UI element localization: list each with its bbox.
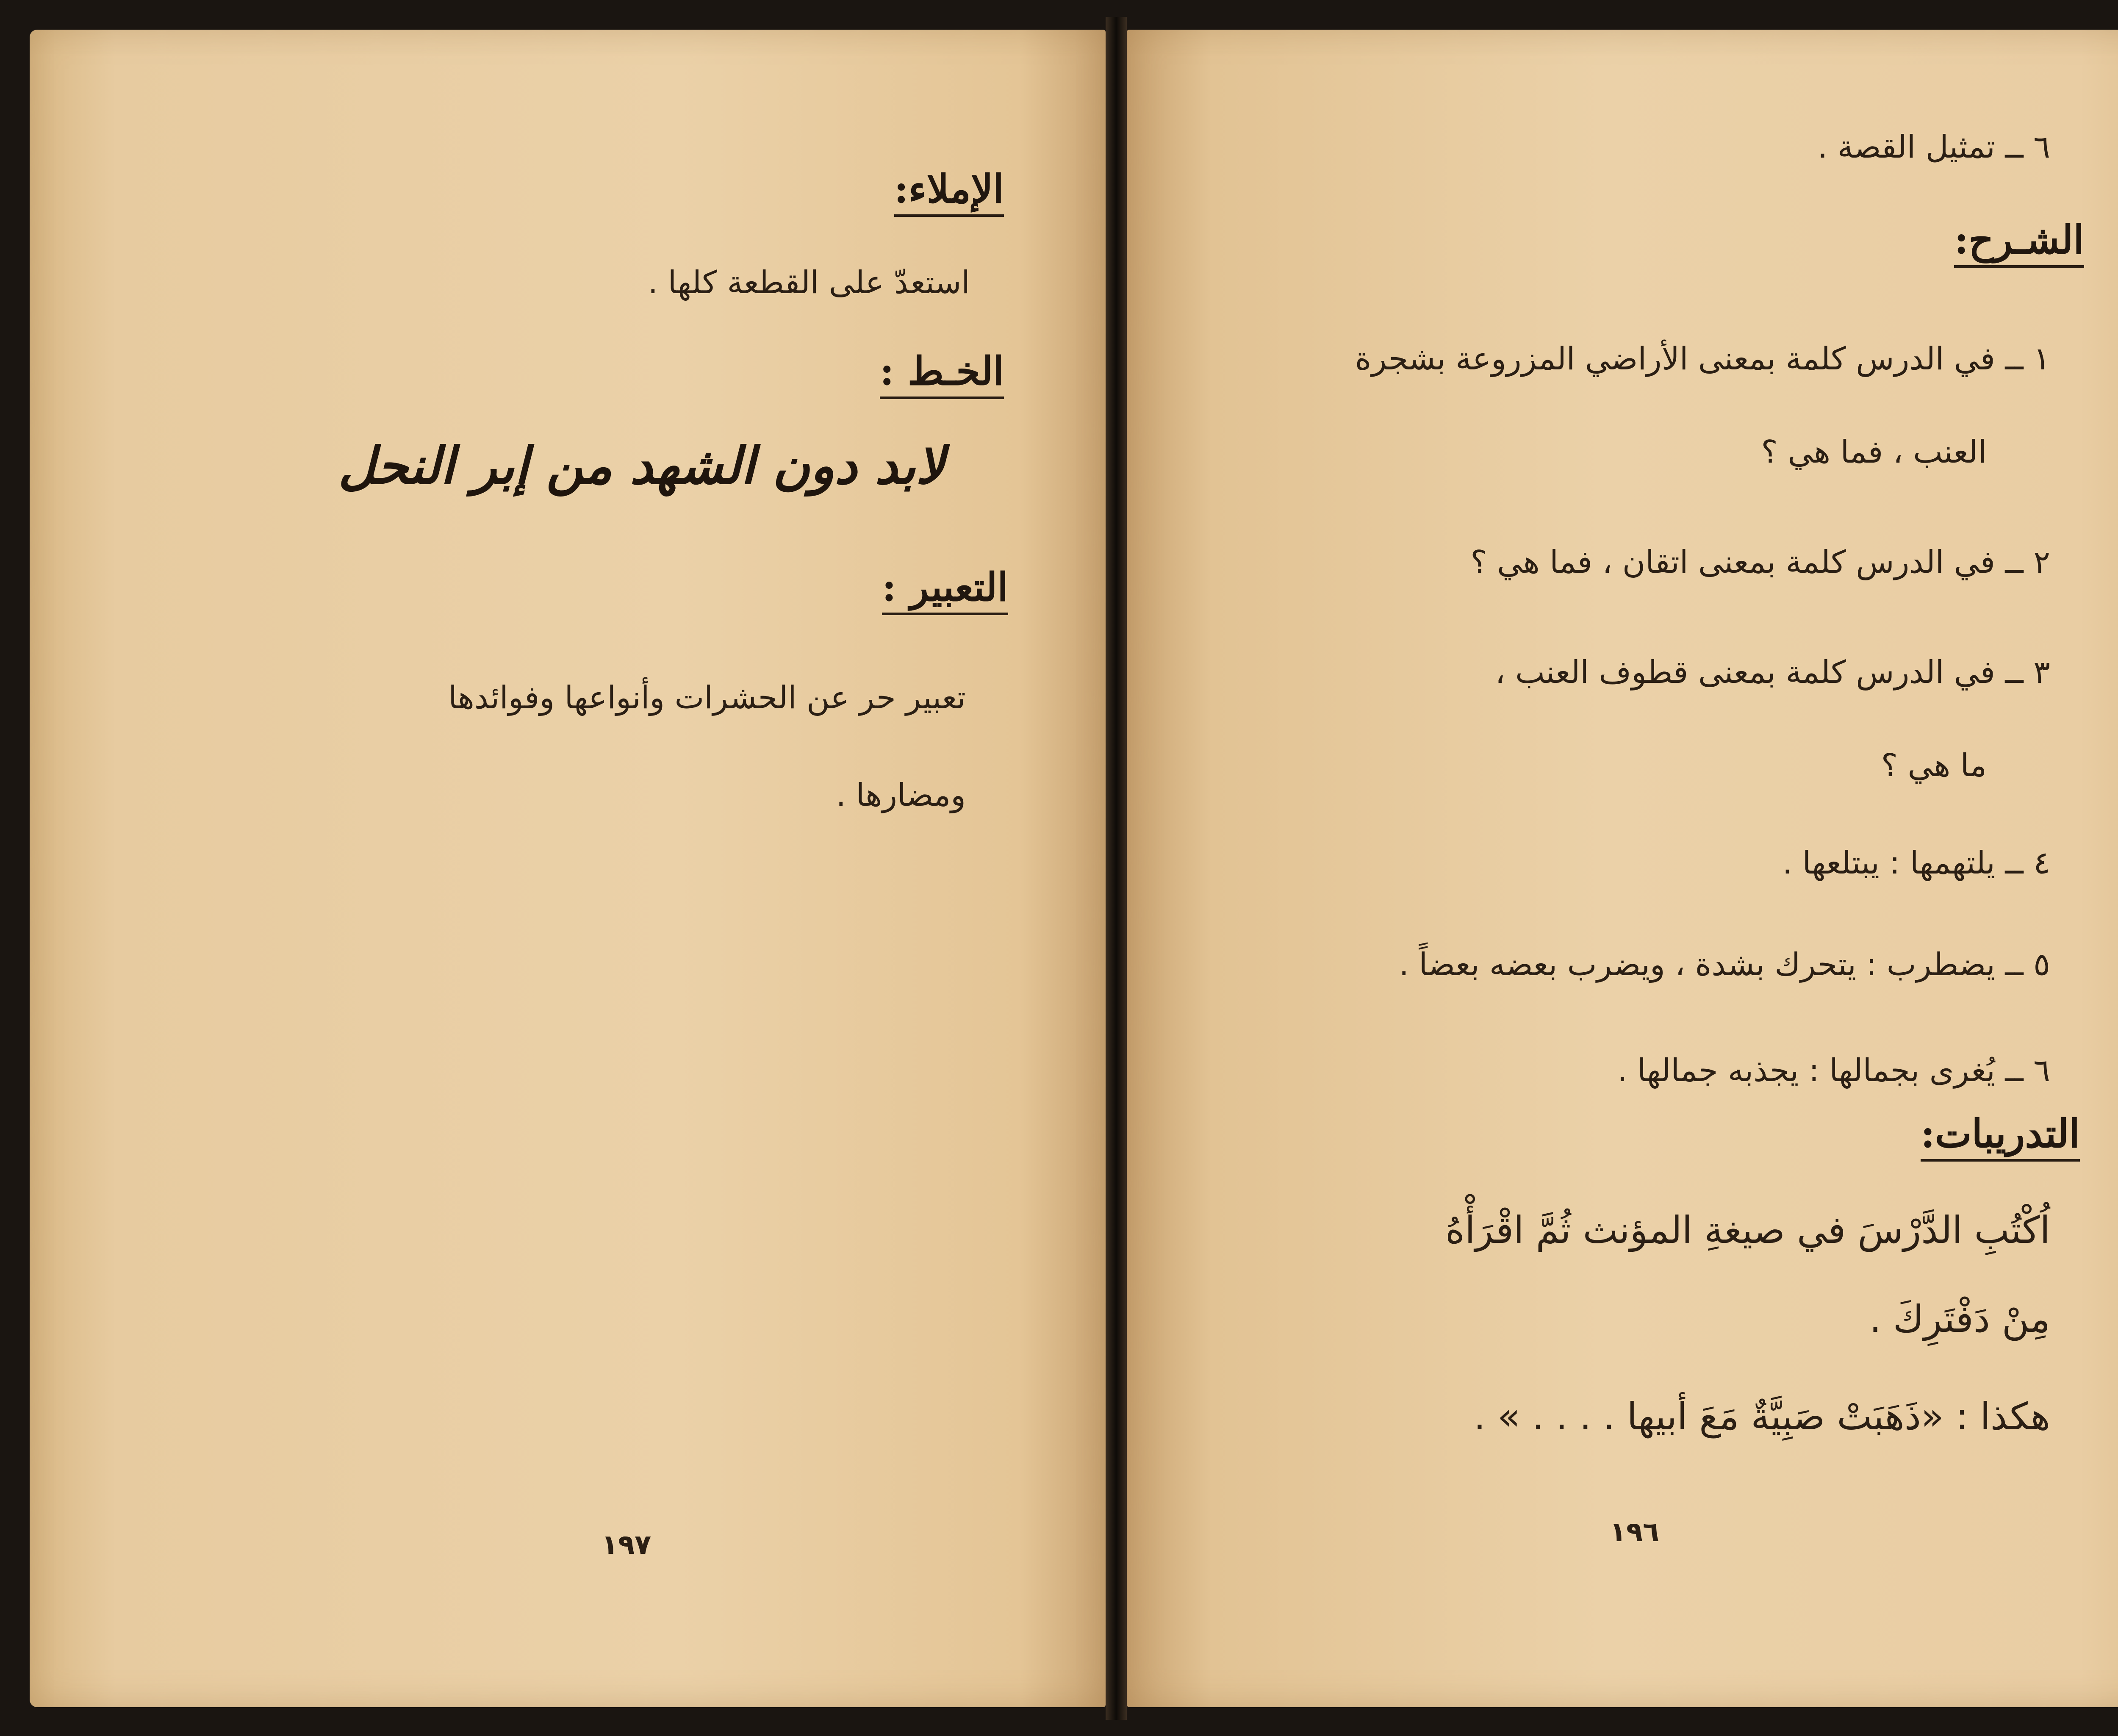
- explanation-item-6: ٦ ــ يُغرى بجمالها : يجذبه جمالها .: [1617, 1052, 2050, 1089]
- exercises-line-2: مِنْ دَفْتَرِكَ .: [1869, 1297, 2050, 1341]
- left-page: [30, 30, 1106, 1707]
- left-page-number: ١٩٧: [602, 1529, 651, 1561]
- exercises-heading: التدريبات:: [1921, 1114, 2080, 1162]
- expression-line-1: تعبير حر عن الحشرات وأنواعها وفوائدها: [448, 679, 966, 716]
- dictation-heading: الإملاء:: [894, 169, 1004, 217]
- explanation-item-2: ٢ ــ في الدرس كلمة بمعنى اتقان ، فما هي ؟: [1470, 544, 2050, 580]
- explanation-heading: الشـرح:: [1954, 220, 2084, 268]
- expression-heading: التعبير :: [882, 568, 1008, 615]
- explanation-item-4: ٤ ــ يلتهمها : يبتلعها .: [1782, 845, 2050, 881]
- right-page-number: ١٩٦: [1610, 1517, 1660, 1548]
- right-page: [1127, 30, 2118, 1707]
- explanation-item-1-line-2: العنب ، فما هي ؟: [1761, 434, 1987, 470]
- calligraphy-sample: لابد دون الشهد من إبر النحل: [338, 436, 945, 496]
- expression-line-2: ومضارها .: [836, 777, 966, 813]
- calligraphy-heading: الخـط :: [880, 352, 1004, 399]
- explanation-item-3-line-2: ما هي ؟: [1881, 747, 1987, 784]
- dictation-text: استعدّ على القطعة كلها .: [648, 264, 970, 301]
- top-item: ٦ ــ تمثيل القصة .: [1817, 129, 2050, 165]
- exercises-line-1: اُكْتُبِ الدَّرْسَ في صيغةِ المؤنث ثُمَّ اقْرَأْهُ: [1445, 1208, 2050, 1252]
- explanation-item-3-line-1: ٣ ــ في الدرس كلمة بمعنى قطوف العنب ،: [1495, 654, 2050, 691]
- book-gutter: [1106, 17, 1127, 1720]
- exercises-example: هكذا : «ذَهَبَتْ صَبِيَّةٌ مَعَ أبيها . . . . » .: [1474, 1395, 2050, 1438]
- explanation-item-1-line-1: ١ ــ في الدرس كلمة بمعنى الأراضي المزروعة بشجرة: [1355, 341, 2050, 377]
- explanation-item-5: ٥ ــ يضطرب : يتحرك بشدة ، ويضرب بعضه بعضاً .: [1399, 946, 2050, 983]
